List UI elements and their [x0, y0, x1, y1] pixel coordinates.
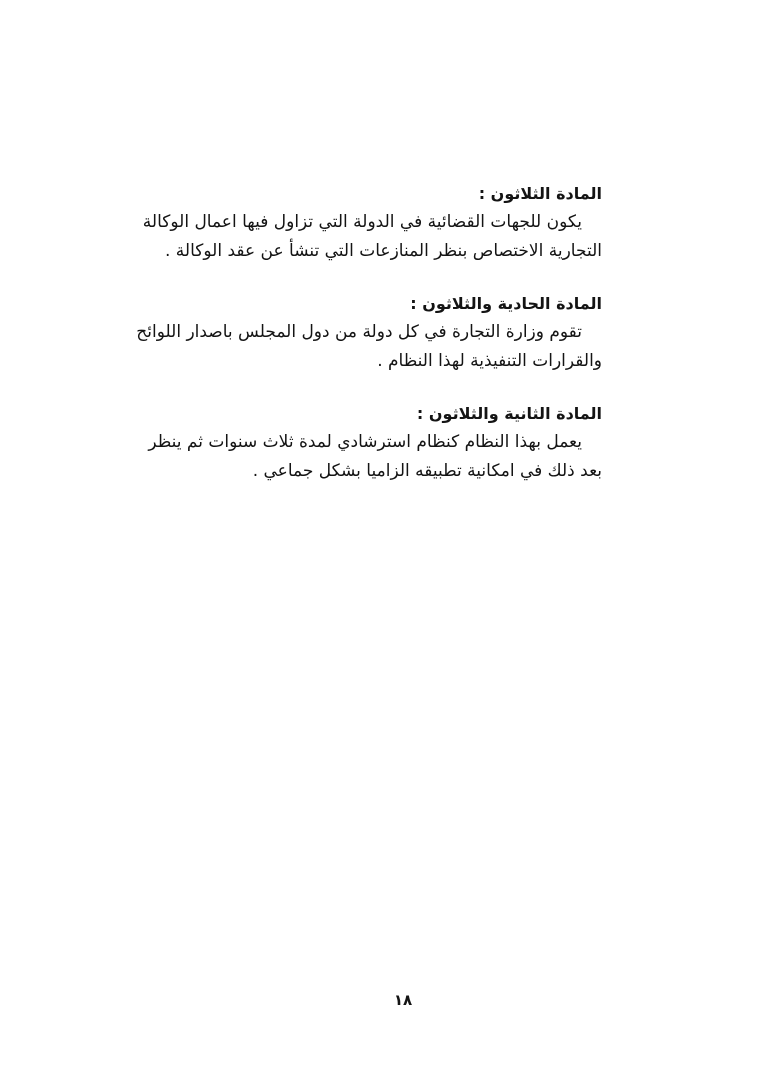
article-30-line-2: التجارية الاختصاص بنظر المنازعات التي تنشأ عن عقد الوكالة . — [165, 241, 602, 261]
document-content — [136, 179, 602, 509]
article-32 — [148, 399, 602, 486]
article-30-heading: المادة الثلاثون : — [478, 184, 602, 203]
page-number: ١٨ — [393, 991, 413, 1009]
article-30-line-1: يكون للجهات القضائية في الدولة التي تزاول فيها اعمال الوكالة — [142, 212, 582, 232]
article-32-line-1: يعمل بهذا النظام كنظام استرشادي لمدة ثلاث سنوات ثم ينظر — [148, 432, 582, 452]
article-31-line-2: والقرارات التنفيذية لهذا النظام . — [377, 351, 602, 371]
article-32-line-2: بعد ذلك في امكانية تطبيقه الزاميا بشكل جماعي . — [252, 461, 602, 481]
article-31-line-1: تقوم وزارة التجارة في كل دولة من دول المجلس باصدار اللوائح — [136, 322, 582, 342]
article-32-heading: المادة الثانية والثلاثون : — [416, 404, 602, 423]
article-31 — [136, 289, 602, 376]
article-30 — [142, 179, 602, 266]
article-31-heading: المادة الحادية والثلاثون : — [410, 294, 602, 313]
